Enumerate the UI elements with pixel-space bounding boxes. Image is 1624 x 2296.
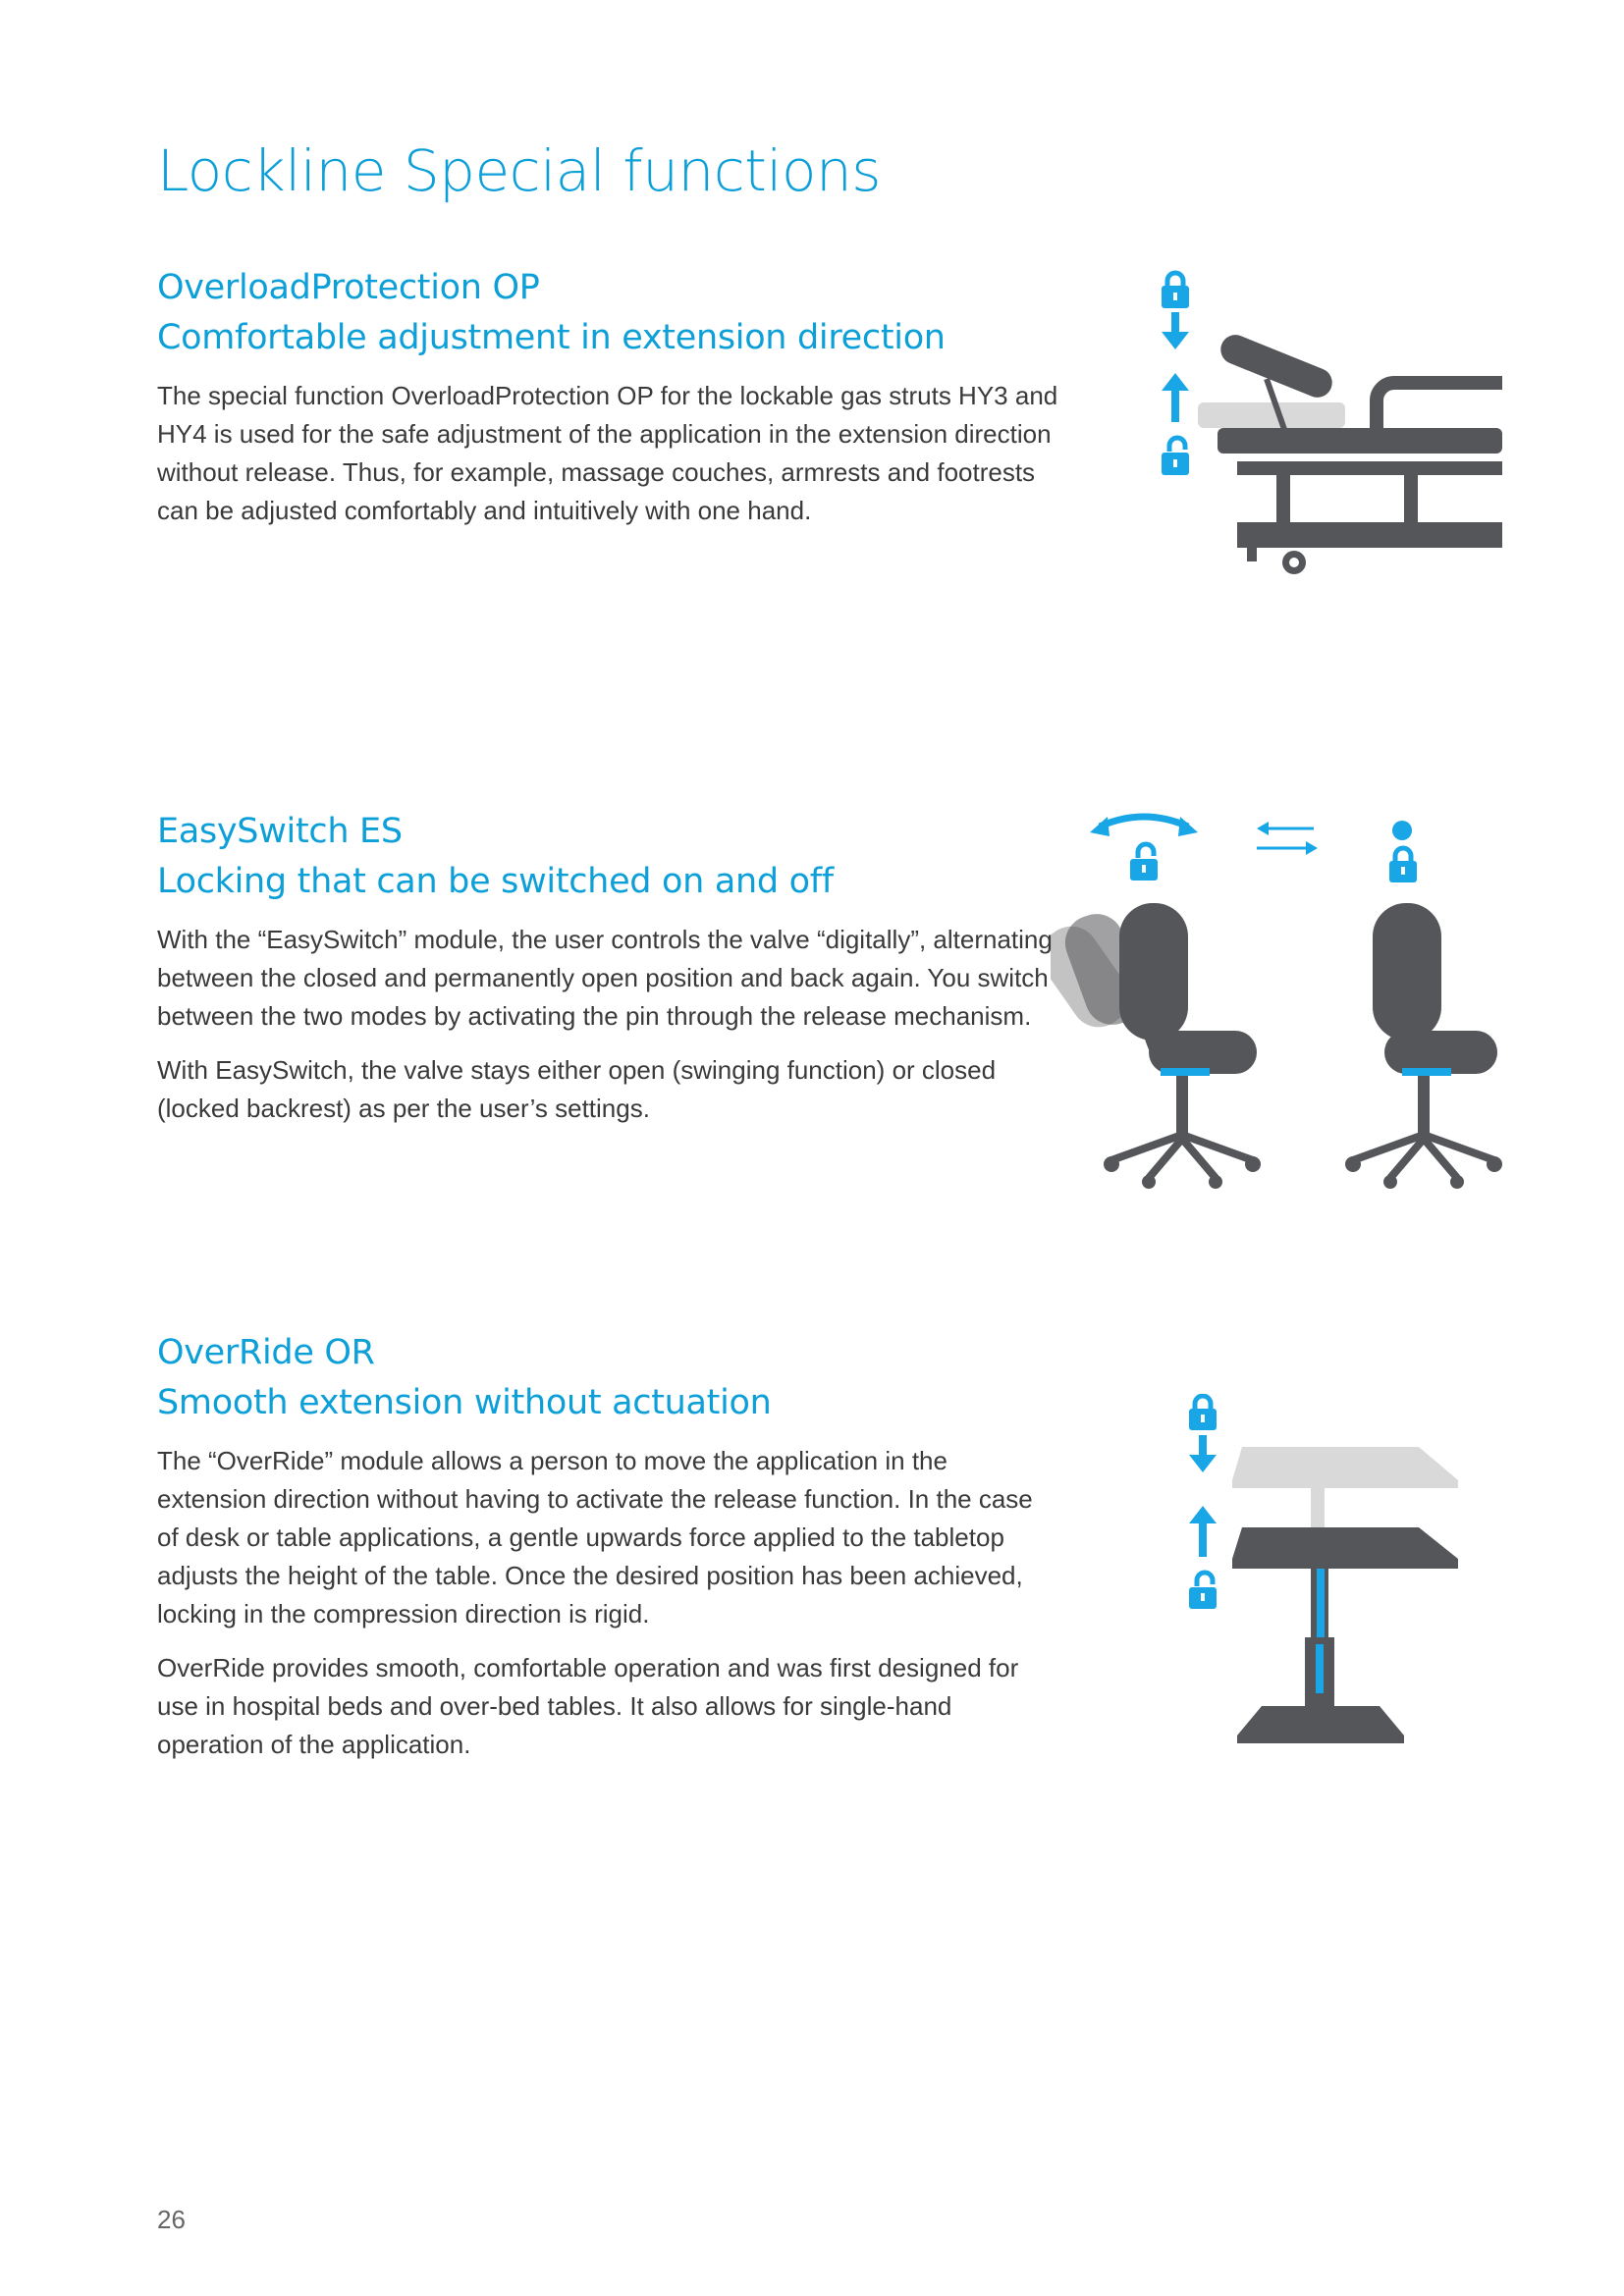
section-title: EasySwitch ES <box>157 812 403 851</box>
section-subtitle: Comfortable adjustment in extension direction <box>157 318 946 357</box>
section-title: OverRide OR <box>157 1333 375 1372</box>
page-number: 26 <box>157 2205 186 2234</box>
section-subtitle: Locking that can be switched on and off <box>157 862 834 901</box>
section-paragraph: The special function OverloadProtection OP for the lockable gas struts HY3 and HY4 is used for the safe adjustment of the application in the extension direction without release. Thus, for example, massage couches, armrests and footrests can be adjusted comfortably and intuitively with one hand. <box>157 381 1058 525</box>
dot-icon <box>1392 821 1412 840</box>
office-chair-illustration <box>1051 805 1551 1198</box>
massage-couch-illustration <box>1149 263 1502 587</box>
arrow-down-icon <box>1162 312 1189 349</box>
switch-arrows-icon <box>1257 822 1318 855</box>
section-heading <box>157 1328 1060 1428</box>
section-paragraph: With EasySwitch, the valve stays either open (swinging function) or closed (locked backrest) as per the user’s settings. <box>157 1055 997 1123</box>
section-paragraph: With the “EasySwitch” module, the user controls the valve “digitally”, alternating between the closed and permanently open position and back again. You switch between the two modes by activating the pin through the release mechanism. <box>157 925 1053 1031</box>
section-paragraph: OverRide provides smooth, comfortable operation and was first designed for use in hospital beds and over-bed tables. It also allows for single-hand operation of the application. <box>157 1653 1019 1759</box>
lock-closed-icon <box>1162 273 1189 308</box>
section-title: OverloadProtection OP <box>157 268 540 307</box>
table-illustration <box>1173 1394 1497 1757</box>
arrow-up-icon <box>1162 373 1189 422</box>
section-heading <box>157 263 1060 363</box>
section-override <box>157 1328 1060 1764</box>
lock-closed-icon <box>1189 1396 1217 1430</box>
section-overload-protection <box>157 263 1060 530</box>
section-easy-switch <box>157 807 1060 1128</box>
arrow-up-icon <box>1189 1506 1217 1557</box>
lock-open-icon <box>1162 438 1189 475</box>
section-subtitle: Smooth extension without actuation <box>157 1383 772 1422</box>
page-title: Lockline Special functions <box>157 137 881 204</box>
lock-closed-icon <box>1389 848 1417 882</box>
arrow-down-icon <box>1189 1435 1217 1472</box>
lock-open-icon <box>1189 1573 1217 1609</box>
lock-open-icon <box>1130 844 1158 881</box>
swing-arrow-icon <box>1090 817 1198 836</box>
section-heading <box>157 807 1060 907</box>
section-paragraph: The “OverRide” module allows a person to move the application in the extension direction without having to activate the release function. In the case of desk or table applications, a gentle upwards force applied to the tabletop adjusts the height of the table. Once the desired position has been achieved, locking in the compression direction is rigid. <box>157 1446 1033 1629</box>
